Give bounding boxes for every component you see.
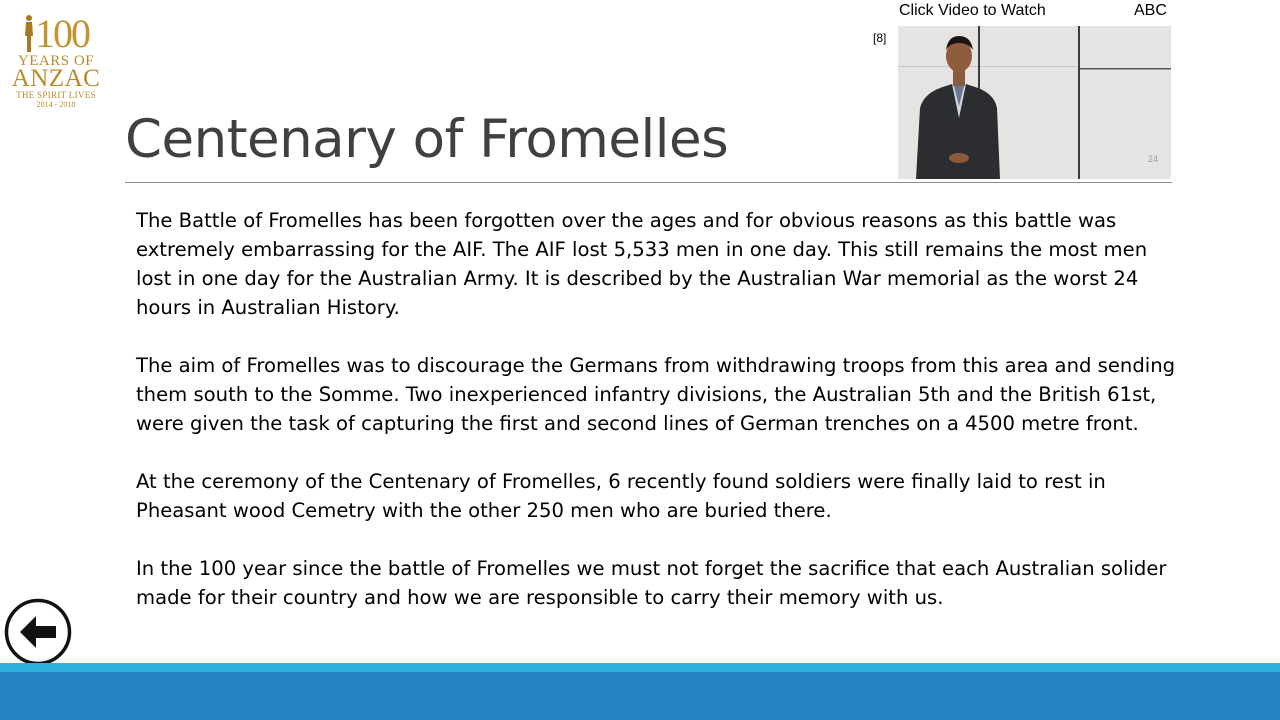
video-player[interactable] <box>898 26 1171 179</box>
video-watermark: 24 <box>1148 154 1159 164</box>
logo-number: 100 <box>35 11 89 56</box>
slide-title: Centenary of Fromelles <box>125 109 729 170</box>
paragraph-aim-of-fromelles: The aim of Fromelles was to discourage the Germans from withdrawing troops from this area and sending them south to the Somme. Two inexperienced infantry divisions, the Australian 5th and the British 61st, were given the task of capturing the first and second lines of German trenches on a 4500 metre front. <box>136 354 1176 435</box>
logo-years-of: YEARS OF <box>17 53 95 69</box>
footer-bar <box>0 672 1280 720</box>
back-button[interactable] <box>4 598 72 666</box>
arrow-left-icon <box>4 598 72 666</box>
logo-top-row <box>6 10 106 54</box>
anzac-centenary-logo <box>6 10 106 110</box>
presenter-video-thumbnail <box>898 26 1171 179</box>
logo-anzac: ANZAC <box>11 65 101 92</box>
footer-accent-bar <box>0 663 1280 672</box>
paragraph-ceremony: At the ceremony of the Centenary of Fromelles, 6 recently found soldiers were finally laid to rest in Pheasant wood Cemetry with the other 250 men who are buried there. <box>136 470 1106 522</box>
video-caption: Click Video to Watch <box>899 2 1046 19</box>
logo-tagline: THE SPIRIT LIVES <box>16 90 96 100</box>
video-reference: [8] <box>873 31 887 45</box>
title-divider <box>125 182 1172 183</box>
soldier-statue-icon <box>23 14 35 54</box>
logo-years: 2014 - 2018 <box>36 100 76 109</box>
body-text <box>136 206 1176 641</box>
video-source: ABC <box>1134 2 1167 19</box>
paragraph-remembrance: In the 100 year since the battle of Fromelles we must not forget the sacrifice that each Australian solider made for their country and how we are responsible to carry their memory with us. <box>136 557 1167 609</box>
paragraph-battle-forgotten: The Battle of Fromelles has been forgotten over the ages and for obvious reasons as this battle was extremely embarrassing for the AIF. The AIF lost 5,533 men in one day. This still remains the most men lost in one day for the Australian Army. It is described by the Australian War memorial as the worst 24 hours in Australian History. <box>136 209 1148 319</box>
